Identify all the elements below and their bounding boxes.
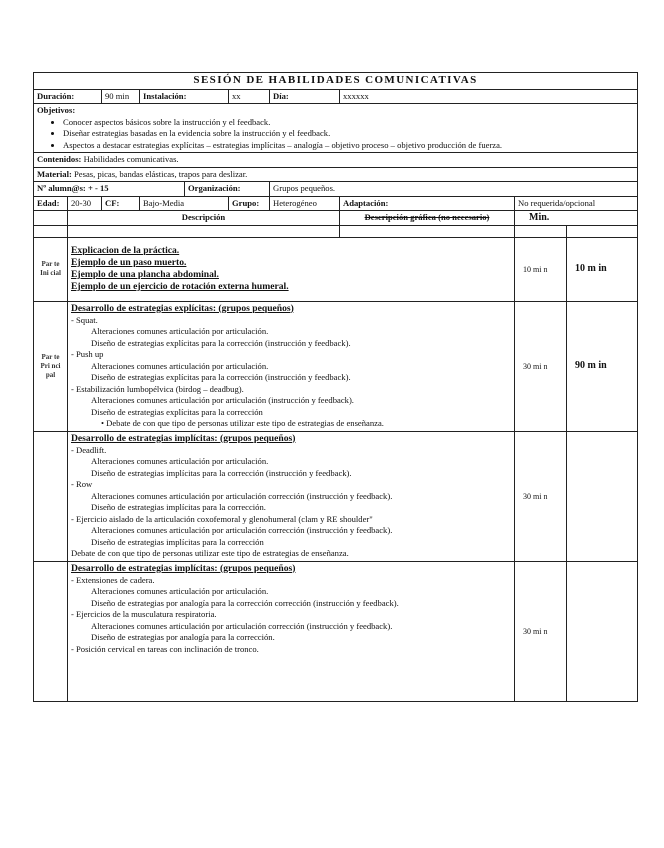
session-document <box>33 72 637 702</box>
session-line: - Ejercicios de la musculatura respiratoria. <box>71 609 217 619</box>
edad-value: 20-30 <box>68 196 102 211</box>
inicial-line: Ejemplo de un paso muerto. <box>71 257 187 268</box>
session-line: - Extensiones de cadera. <box>71 574 155 585</box>
implicitas2-total-cell <box>567 561 638 701</box>
contenidos-value: Habilidades comunicativas. <box>83 154 179 164</box>
session-line: Alteraciones comunes articulación por articulación. <box>91 456 269 466</box>
contenidos-label: Contenidos: <box>37 154 82 164</box>
implicitas-time: 30 mi n <box>515 431 567 561</box>
parte-inicial-row <box>34 237 638 301</box>
session-line: Alteraciones comunes articulación por articulación corrección (instrucción y feedback). <box>91 525 393 535</box>
session-line: - Posición cervical en tareas con inclinación de tronco. <box>71 643 259 654</box>
cf-label: CF: <box>102 196 140 211</box>
session-line: Diseño de estrategias por analogía para la corrección. <box>91 632 275 642</box>
session-line: Alteraciones comunes articulación por articulación. <box>91 586 269 596</box>
header-grafica: Descripción gráfica (no necesario) <box>340 211 515 226</box>
cf-value: Bajo-Media <box>140 196 229 211</box>
session-line: - Ejercicio aislado de la articulación coxofemoral y glenohumeral (clam y RE shoulder" <box>71 513 373 524</box>
session-line: - Push up <box>71 349 104 359</box>
session-line: Diseño de estrategias explícitas para la corrección (instrucción y feedback). <box>91 337 351 348</box>
duracion-label: Duración: <box>34 89 102 104</box>
implicitas2-description <box>68 561 515 701</box>
explicitas-lines <box>71 315 511 430</box>
inicial-time: 10 mi n <box>515 237 567 301</box>
session-table <box>33 72 638 702</box>
session-line: Alteraciones comunes articulación por articulación. <box>91 360 269 371</box>
grupo-label: Grupo: <box>229 196 270 211</box>
explicitas-time: 30 mi n <box>515 301 567 431</box>
implicitas-row <box>34 431 638 561</box>
implicitas-part-cell <box>34 431 68 561</box>
session-line: - Estabilización lumbopélvica (birdog – deadbug). <box>71 383 244 394</box>
header-row <box>34 211 638 226</box>
organizacion-label: Organización: <box>185 182 270 197</box>
info-row <box>34 89 638 104</box>
material-cell <box>34 167 638 182</box>
session-line: Alteraciones comunes articulación por articulación corrección (instrucción y feedback). <box>91 490 393 501</box>
parte-inicial-label: Par te Ini cial <box>34 237 68 301</box>
session-line: Diseño de estrategias implícitas para la corrección (instrucción y feedback). <box>91 467 352 478</box>
session-line: • Debate de con que tipo de personas utilizar este tipo de estrategias de enseñanza. <box>101 418 384 428</box>
contenidos-cell <box>34 153 638 168</box>
material-label: Material: <box>37 168 72 179</box>
objetivo-item: • Conocer aspectos básicos sobre la instrucción y el feedback. <box>63 117 634 129</box>
alumnos-label: Nº alumn@s: + - 15 <box>34 182 185 197</box>
session-line: Alteraciones comunes articulación por articulación. <box>91 326 269 336</box>
objetivo-item: • Diseñar estrategias basadas en la evidencia sobre la instrucción y el feedback. <box>63 128 634 140</box>
session-line: - Squat. <box>71 314 98 325</box>
grupo-value: Heterogéneo <box>270 196 340 211</box>
implicitas2-title: Desarrollo de estrategias implícitas: (grupos pequeños) <box>71 562 296 574</box>
session-line: Alteraciones comunes articulación por articulación (instrucción y feedback). <box>91 395 354 405</box>
dia-value: xxxxxx <box>340 89 638 104</box>
implicitas2-part-cell <box>34 561 68 701</box>
session-line: - Deadlift. <box>71 444 107 455</box>
inicial-line: Ejemplo de un ejercicio de rotación externa humeral. <box>71 281 289 292</box>
header-descripcion: Descripción <box>68 211 340 226</box>
explicitas-title: Desarrollo de estrategias explícitas: (grupos pequeños) <box>71 302 294 314</box>
session-line: - Row <box>71 479 93 489</box>
objetivo-item: • Aspectos a destacar estrategias explícitas – estrategias implícitas – analogía – objetivo proceso – objetivo producción de fuerza. <box>63 140 634 152</box>
spacer-row <box>34 225 638 237</box>
header-min: Min. <box>515 211 638 226</box>
adaptacion-label: Adaptación: <box>340 196 515 211</box>
session-line: Diseño de estrategias explícitas para la corrección (instrucción y feedback). <box>91 372 351 382</box>
explicitas-description <box>68 301 515 431</box>
session-line: Diseño de estrategias por analogía para la corrección corrección (instrucción y feedback). <box>91 597 399 608</box>
material-value: Pesas, picas, bandas elásticas, trapos para deslizar. <box>74 168 248 179</box>
session-line: Diseño de estrategias implícitas para la corrección <box>91 536 264 547</box>
session-line: Debate de con que tipo de personas utilizar este tipo de estrategias de enseñanza. <box>71 548 349 558</box>
implicitas2-time: 30 mi n <box>515 561 567 701</box>
parte-principal-label: Par te Pri nci pal <box>34 301 68 431</box>
dia-label: Día: <box>270 89 340 104</box>
instalacion-label: Instalación: <box>140 89 229 104</box>
instalacion-value: xx <box>229 89 270 104</box>
implicitas-description <box>68 431 515 561</box>
session-line: Diseño de estrategias implícitas para la corrección. <box>91 502 266 512</box>
organizacion-value: Grupos pequeños. <box>270 182 638 197</box>
implicitas-title: Desarrollo de estrategias implícitas: (grupos pequeños) <box>71 432 296 444</box>
inicial-line: Explicacion de la práctica. <box>71 245 180 256</box>
inicial-line: Ejemplo de una plancha abdominal. <box>71 269 219 280</box>
inicial-description <box>68 237 515 301</box>
objetivos-cell <box>34 104 638 153</box>
implicitas-total-cell <box>567 431 638 561</box>
implicitas-lines <box>71 445 511 560</box>
header-part-cell <box>34 211 68 226</box>
objetivos-list <box>37 117 634 152</box>
edad-label: Edad: <box>34 196 68 211</box>
implicitas2-row <box>34 561 638 701</box>
objetivos-label: Objetivos: <box>37 105 76 115</box>
inicial-total: 10 m in <box>567 237 638 301</box>
principal-total: 90 m in <box>567 301 638 431</box>
session-line: Alteraciones comunes articulación por articulación corrección (instrucción y feedback). <box>91 620 393 631</box>
explicitas-row <box>34 301 638 431</box>
session-line: Diseño de estrategias explícitas para la corrección <box>91 406 263 417</box>
implicitas2-lines <box>71 575 511 656</box>
edad-row <box>34 196 638 211</box>
session-title: SESIÓN DE HABILIDADES COMUNICATIVAS <box>34 73 638 90</box>
adaptacion-value: No requerida/opcional <box>515 196 638 211</box>
duracion-value: 90 min <box>102 89 140 104</box>
alumnos-row <box>34 182 638 197</box>
